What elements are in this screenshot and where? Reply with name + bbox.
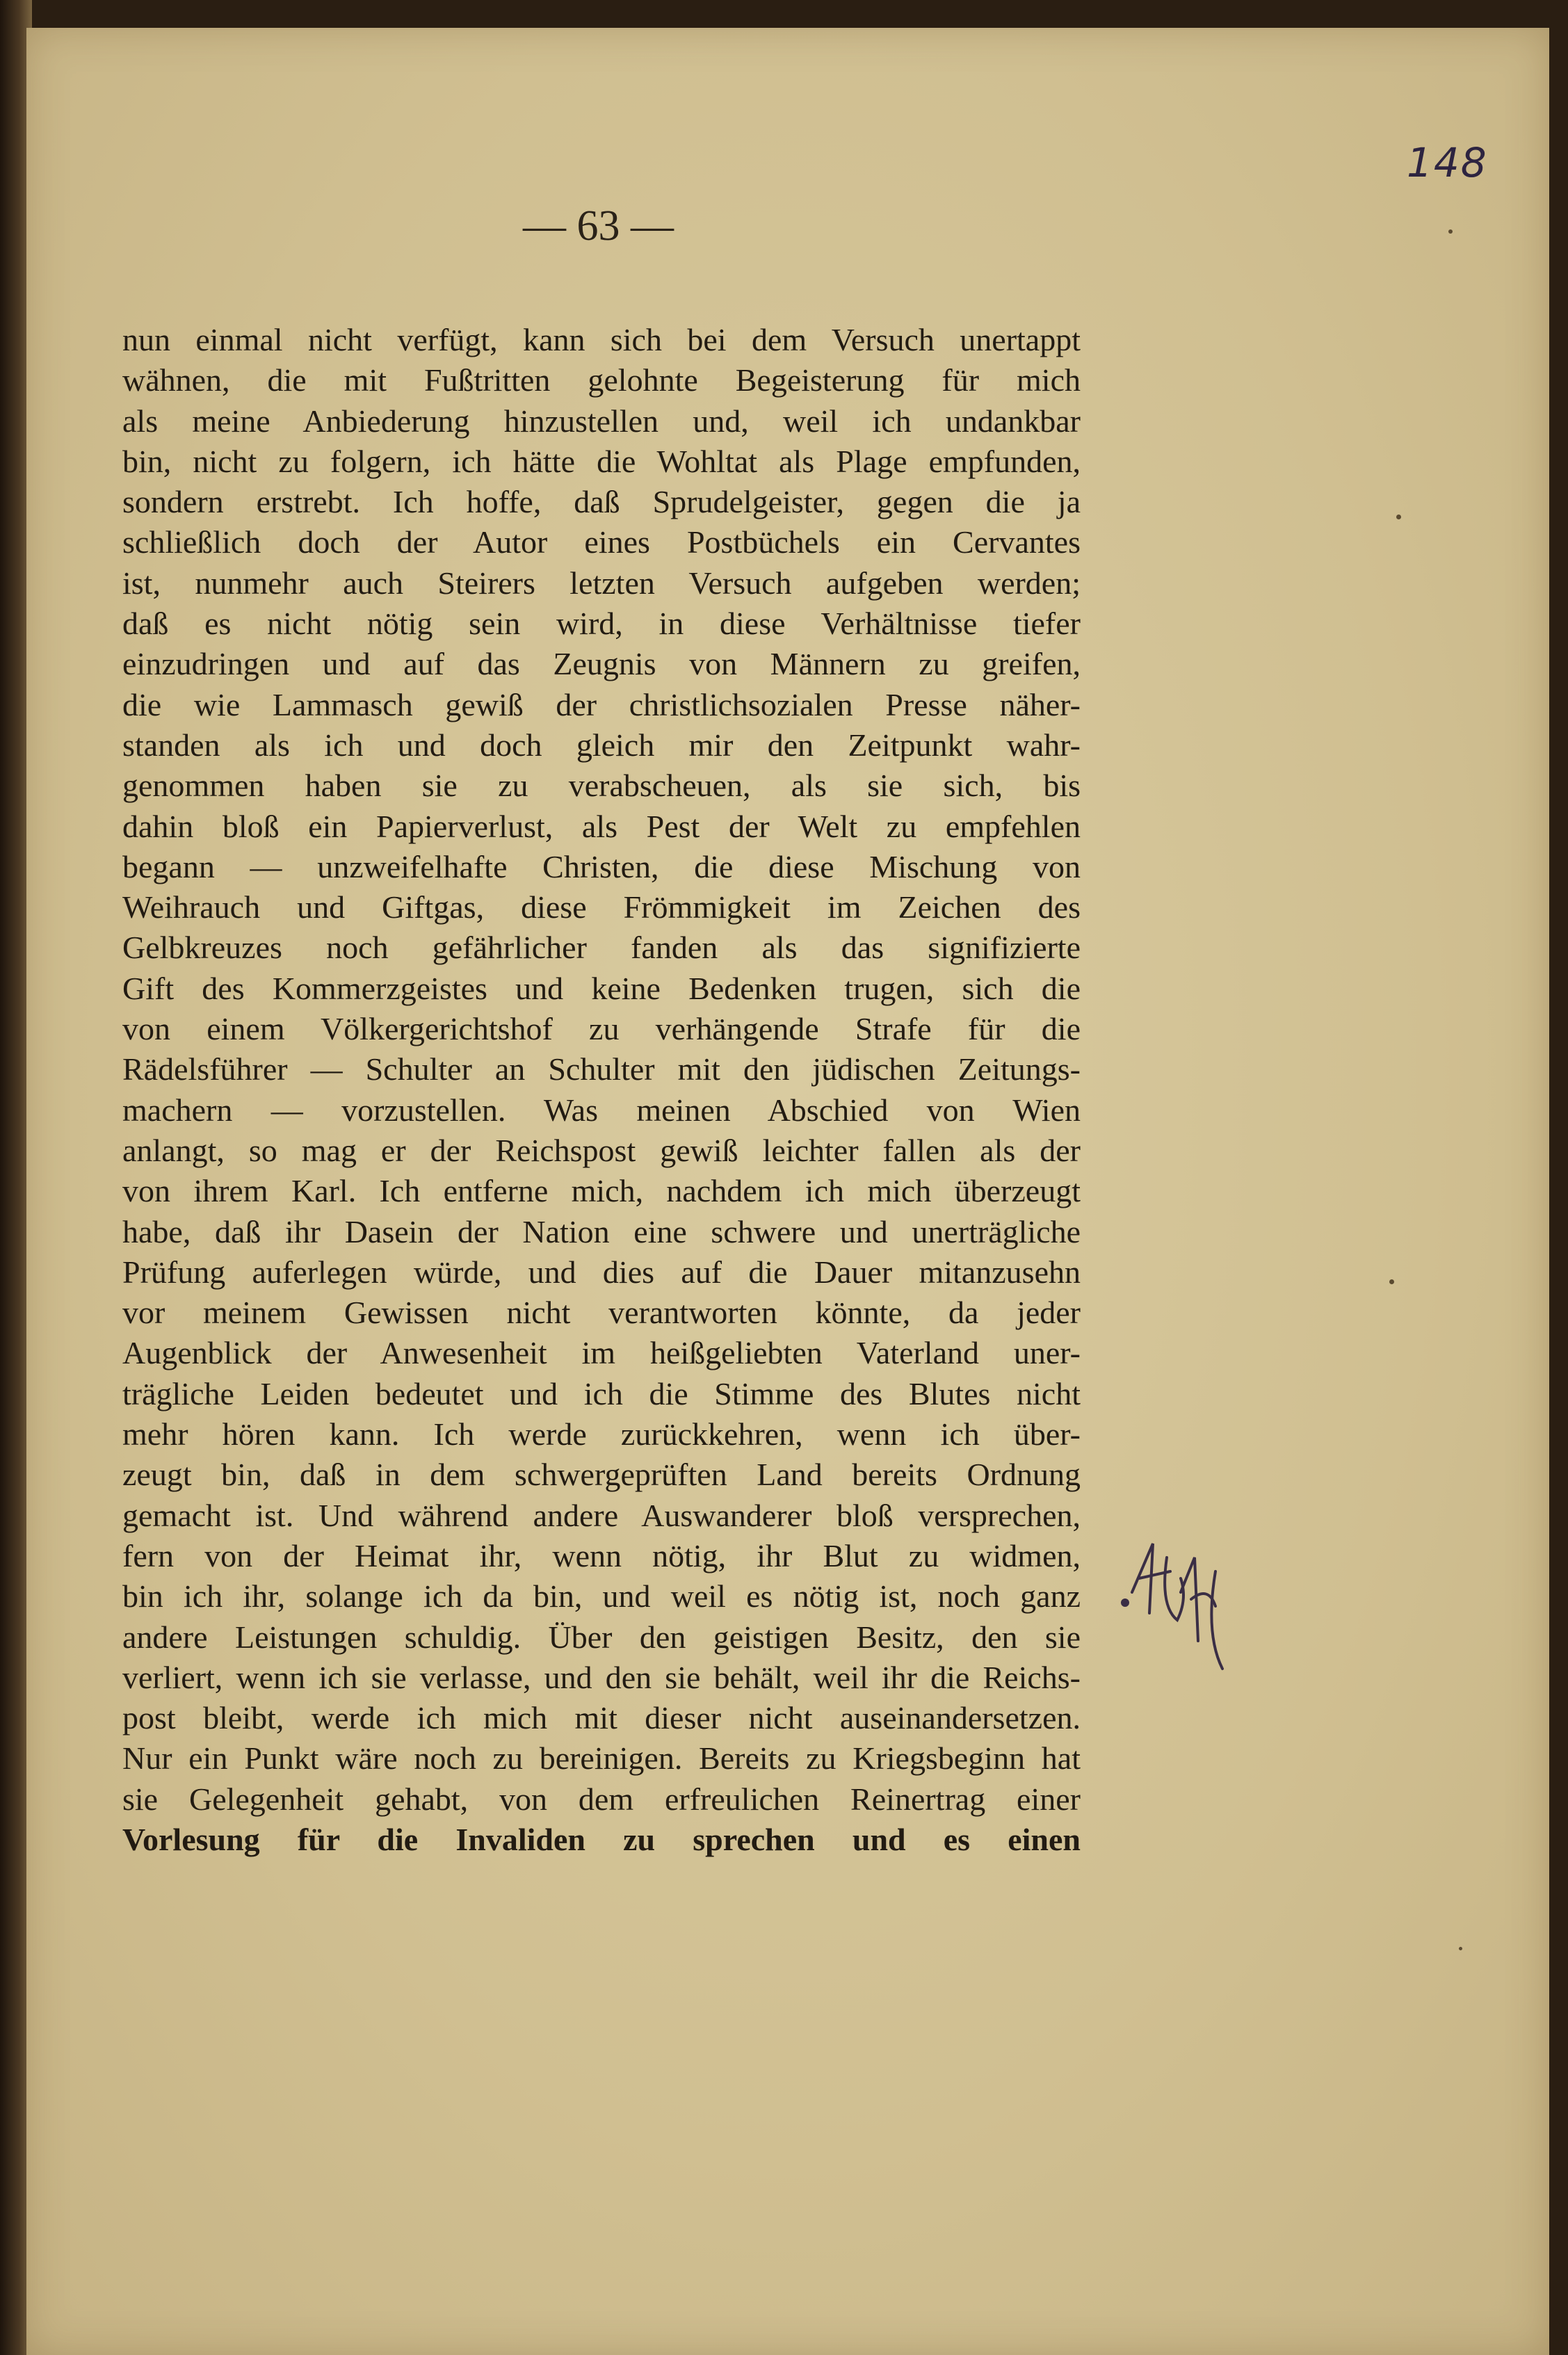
- text-line: wähnen, die mit Fußtritten gelohnte Begeisterung für mich: [122, 362, 1081, 398]
- text-line: andere Leistungen schuldig. Über den geistigen Besitz, den sie: [122, 1619, 1081, 1655]
- text-line: sie Gelegenheit gehabt, von dem erfreulichen Reinertrag einer: [122, 1781, 1081, 1817]
- text-line: von ihrem Karl. Ich entferne mich, nachdem ich mich überzeugt: [122, 1173, 1081, 1209]
- text-line: schließlich doch der Autor eines Postbüchels ein Cervantes: [122, 524, 1081, 560]
- page-number: — 63 —: [523, 202, 674, 250]
- text-line: Weihrauch und Giftgas, diese Frömmigkeit im Zeichen des: [122, 889, 1081, 925]
- text-line: ist, nunmehr auch Steirers letzten Versuch aufgeben werden;: [122, 565, 1081, 601]
- paper-speck: [1396, 515, 1401, 519]
- text-line: einzudringen und auf das Zeugnis von Männern zu greifen,: [122, 646, 1081, 682]
- text-line: Nur ein Punkt wäre noch zu bereinigen. Bereits zu Kriegsbeginn hat: [122, 1740, 1081, 1777]
- handwritten-margin-signature-icon: [1111, 1530, 1250, 1697]
- text-line: Prüfung auferlegen würde, und dies auf die Dauer mitanzusehn: [122, 1254, 1081, 1290]
- text-line: standen als ich und doch gleich mir den Zeitpunkt wahr-: [122, 727, 1081, 763]
- text-line: bin ich ihr, solange ich da bin, und weil es nötig ist, noch ganz: [122, 1578, 1081, 1614]
- paper-speck: [1389, 1279, 1394, 1284]
- text-line: verliert, wenn ich sie verlasse, und den sie behält, weil ihr die Reichs-: [122, 1659, 1081, 1695]
- text-line: zeugt bin, daß in dem schwergeprüften Land bereits Ordnung: [122, 1457, 1081, 1493]
- text-line: genommen haben sie zu verabscheuen, als sie sich, bis: [122, 768, 1081, 804]
- text-line: mehr hören kann. Ich werde zurückkehren, wenn ich über-: [122, 1416, 1081, 1452]
- text-line: Augenblick der Anwesenheit im heißgeliebten Vaterland uner-: [122, 1335, 1081, 1371]
- text-line: Gelbkreuzes noch gefährlicher fanden als das signifizierte: [122, 930, 1081, 966]
- text-line: Gift des Kommerzgeistes und keine Bedenken trugen, sich die: [122, 970, 1081, 1006]
- text-line: habe, daß ihr Dasein der Nation eine schwere und unerträgliche: [122, 1213, 1081, 1249]
- text-line: dahin bloß ein Papierverlust, als Pest der Welt zu empfehlen: [122, 808, 1081, 844]
- body-text: [122, 320, 1081, 1860]
- text-line: daß es nicht nötig sein wird, in diese Verhältnisse tiefer: [122, 606, 1081, 642]
- text-line: vor meinem Gewissen nicht verantworten könnte, da jeder: [122, 1295, 1081, 1331]
- document-page: [26, 28, 1549, 2355]
- text-line: machern — vorzustellen. Was meinen Abschied von Wien: [122, 1092, 1081, 1128]
- text-line: die wie Lammasch gewiß der christlichsozialen Presse näher-: [122, 686, 1081, 722]
- text-line: begann — unzweifelhafte Christen, die diese Mischung von: [122, 848, 1081, 884]
- text-line: nun einmal nicht verfügt, kann sich bei dem Versuch unertappt: [122, 322, 1081, 357]
- paper-speck: [1448, 229, 1453, 234]
- text-line: Vorlesung für die Invaliden zu sprechen und es einen: [122, 1821, 1081, 1857]
- handwritten-folio-number: 148: [1407, 139, 1488, 186]
- text-line: trägliche Leiden bedeutet und ich die Stimme des Blutes nicht: [122, 1375, 1081, 1411]
- text-line: fern von der Heimat ihr, wenn nötig, ihr Blut zu widmen,: [122, 1537, 1081, 1573]
- text-line: von einem Völkergerichtshof zu verhängende Strafe für die: [122, 1011, 1081, 1047]
- text-line: als meine Anbiederung hinzustellen und, weil ich undankbar: [122, 403, 1081, 439]
- text-line: gemacht ist. Und während andere Auswanderer bloß versprechen,: [122, 1497, 1081, 1533]
- text-line: anlangt, so mag er der Reichspost gewiß leichter fallen als der: [122, 1132, 1081, 1168]
- text-line: sondern erstrebt. Ich hoffe, daß Sprudelgeister, gegen die ja: [122, 484, 1081, 520]
- text-line: Rädelsführer — Schulter an Schulter mit den jüdischen Zeitungs-: [122, 1051, 1081, 1087]
- paper-speck: [1459, 1947, 1462, 1950]
- text-line: post bleibt, werde ich mich mit dieser nicht auseinandersetzen.: [122, 1700, 1081, 1736]
- text-line: bin, nicht zu folgern, ich hätte die Wohltat als Plage empfunden,: [122, 443, 1081, 479]
